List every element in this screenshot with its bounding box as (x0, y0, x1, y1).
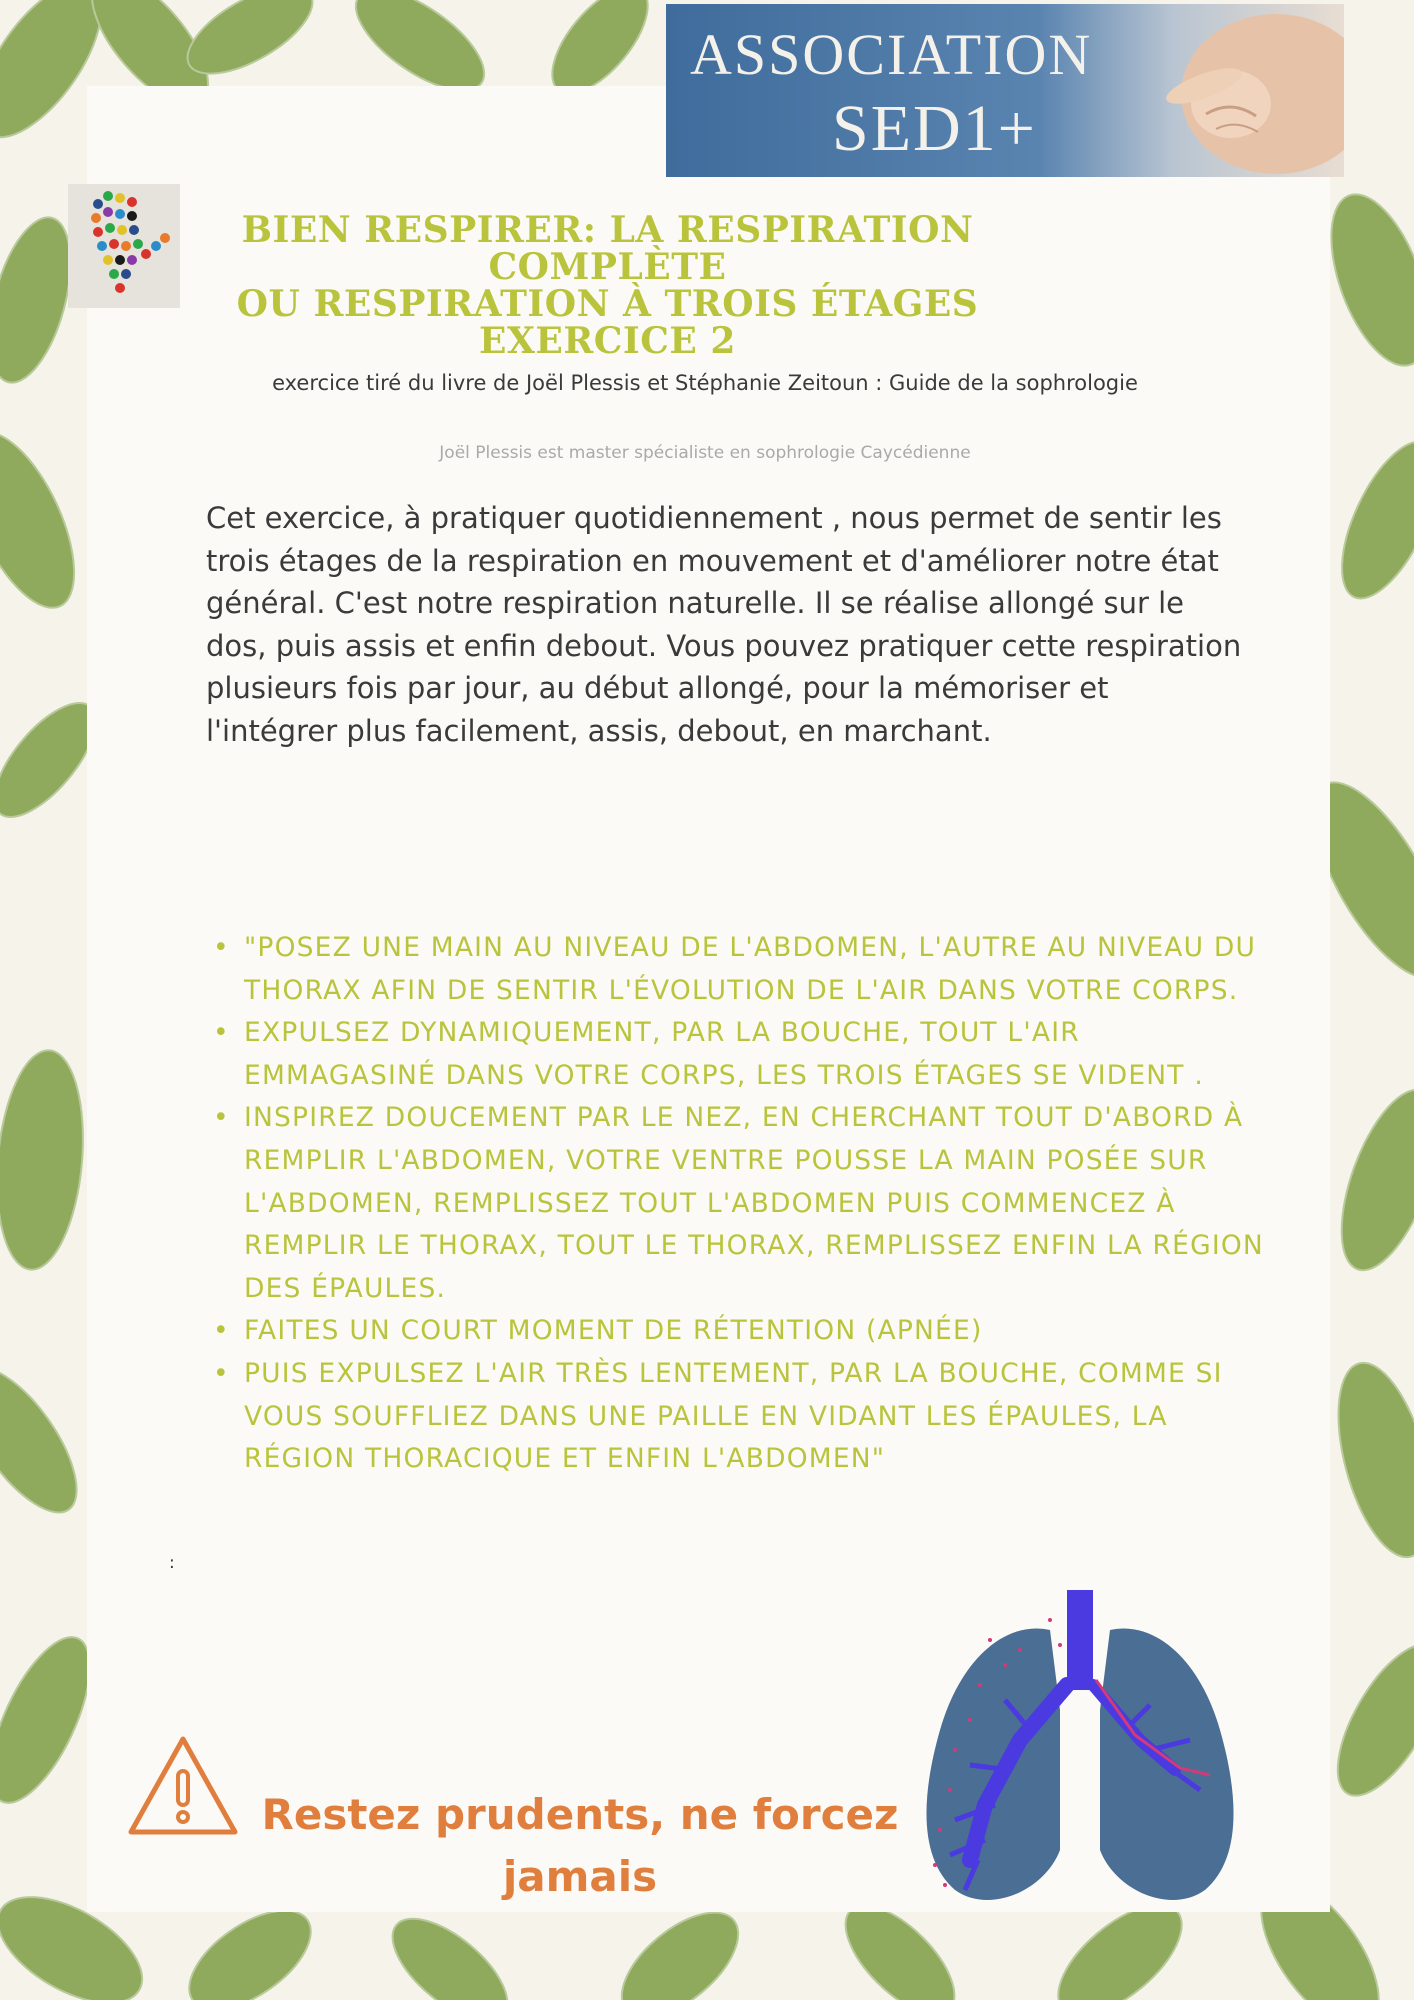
page-title (190, 209, 1025, 362)
exercise-steps-list (206, 927, 1274, 1481)
stray-colon: : (169, 1553, 175, 1573)
title-line-2: OU RESPIRATION À TROIS ÉTAGES (236, 283, 979, 325)
baby-hand-photo (1136, 4, 1344, 177)
warning-line-2: jamais (502, 1852, 658, 1901)
warning-line-1: Restez prudents, ne forcez (261, 1790, 899, 1839)
banner-sed1-text: SED1+ (832, 92, 1037, 165)
intro-paragraph: Cet exercice, à pratiquer quotidiennement , nous permet de sentir les trois étages de la respiration en mouvement et d'améliorer notre état général. C'est notre respiration naturelle. Il se réalise allongé sur le dos, puis assis et enfin debout. Vous pouvez pratiquer cette respiration plusieurs fois par jour, au début allongé, pour la mémoriser et l'intégrer plus facilement, assis, debout, en marchant. (206, 501, 1242, 748)
list-item: • EXPULSEZ DYNAMIQUEMENT, PAR LA BOUCHE, TOUT L'AIR EMMAGASINÉ DANS VOTRE CORPS, LES TROIS ÉTAGES SE VIDENT . (244, 1012, 1274, 1097)
painted-hand-photo (68, 184, 180, 308)
banner-association-text: ASSOCIATION (690, 22, 1093, 87)
warning-message (250, 1784, 910, 1908)
list-item: • "POSEZ UNE MAIN AU NIVEAU DE L'ABDOMEN, L'AUTRE AU NIVEAU DU THORAX AFIN DE SENTIR L'ÉVOLUTION DE L'AIR DANS VOTRE CORPS. (244, 927, 1274, 1012)
list-item: • FAITES UN COURT MOMENT DE RÉTENTION (APNÉE) (244, 1310, 1274, 1353)
warning-triangle-icon (125, 1733, 241, 1838)
list-item: • INSPIREZ DOUCEMENT PAR LE NEZ, EN CHERCHANT TOUT D'ABORD À REMPLIR L'ABDOMEN, VOTRE VENTRE POUSSE LA MAIN POSÉE SUR L'ABDOMEN, REMPLISSEZ TOUT L'ABDOMEN PUIS COMMENCEZ À REMPLIR LE THORAX, TOUT LE THORAX, REMPLISSEZ ENFIN LA RÉGION DES ÉPAULES. (244, 1097, 1274, 1310)
title-line-3: EXERCICE 2 (479, 320, 736, 362)
title-line-1: BIEN RESPIRER: LA RESPIRATION COMPLÈTE (241, 209, 974, 288)
author-note: Joël Plessis est master spécialiste en sophrologie Caycédienne (439, 443, 971, 463)
source-reference: exercice tiré du livre de Joël Plessis et Stéphanie Zeitoun : Guide de la sophrologie (272, 371, 1138, 395)
association-banner (666, 4, 1344, 177)
lungs-illustration (910, 1590, 1250, 1910)
list-item: • PUIS EXPULSEZ L'AIR TRÈS LENTEMENT, PAR LA BOUCHE, COMME SI VOUS SOUFFLIEZ DANS UNE PAILLE EN VIDANT LES ÉPAULES, LA RÉGION THORACIQUE ET ENFIN L'ABDOMEN" (244, 1353, 1274, 1481)
